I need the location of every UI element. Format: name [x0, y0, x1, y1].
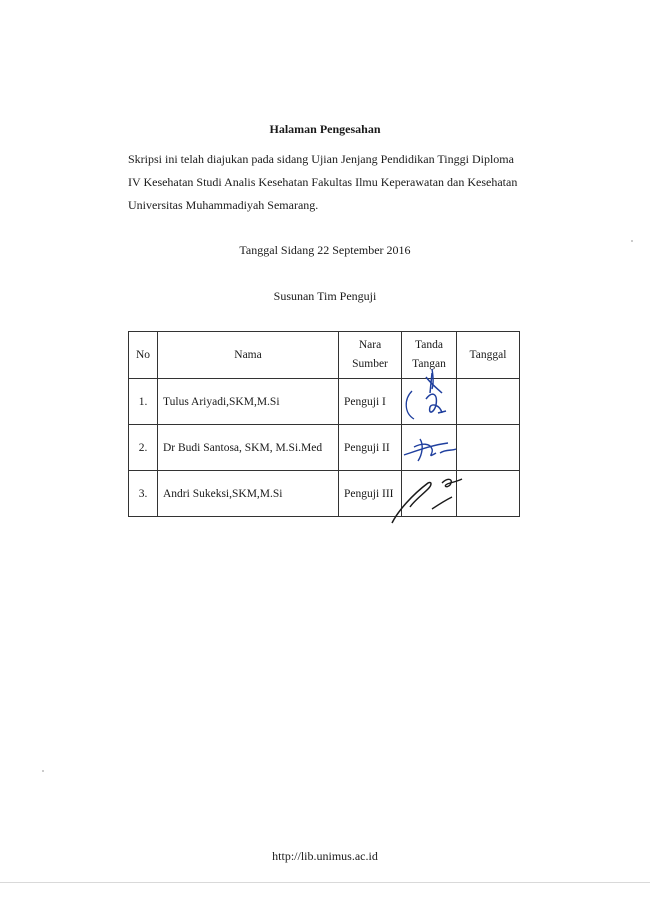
page-title: Halaman Pengesahan: [269, 122, 381, 136]
table-row: [129, 379, 520, 425]
scan-speck: [42, 770, 44, 772]
sidang-date: Tanggal Sidang 22 September 2016: [239, 243, 411, 257]
paragraph-line: IV Kesehatan Studi Analis Kesehatan Fakultas Ilmu Keperawatan dan Kesehatan: [128, 175, 518, 189]
header-tanda-line1: Tanda: [415, 339, 443, 351]
header-nara-sumber: [339, 332, 402, 379]
examiner-table: [128, 331, 520, 517]
row-nama: Andri Sukeksi,SKM,M.Si: [158, 471, 339, 517]
signature-1: [402, 379, 466, 424]
table-row: [129, 471, 520, 517]
row-no: 1.: [129, 379, 158, 425]
scan-edge-line: [0, 882, 650, 883]
header-no: No: [129, 332, 158, 379]
row-no: 2.: [129, 425, 158, 471]
paragraph-line: Universitas Muhammadiyah Semarang.: [128, 198, 319, 212]
row-nara-sumber: Penguji II: [339, 425, 402, 471]
row-nara-sumber: Penguji III: [339, 471, 402, 517]
signature-cell: [402, 425, 457, 471]
signature-cell: [402, 471, 457, 517]
header-tanda-line2: Tangan: [412, 358, 446, 370]
header-nara-line2: Sumber: [352, 358, 388, 370]
row-nama: Dr Budi Santosa, SKM, M.Si.Med: [158, 425, 339, 471]
signature-2: [402, 425, 466, 470]
approval-paragraph: [128, 148, 530, 217]
row-nara-sumber: Penguji I: [339, 379, 402, 425]
header-tanggal: Tanggal: [457, 332, 520, 379]
header-tanda-tangan: [402, 332, 457, 379]
signature-cell: [402, 379, 457, 425]
paragraph-line: Skripsi ini telah diajukan pada sidang Ujian Jenjang Pendidikan Tinggi Diploma: [128, 152, 514, 166]
table-row: [129, 425, 520, 471]
row-no: 3.: [129, 471, 158, 517]
footer-url[interactable]: http://lib.unimus.ac.id: [272, 849, 378, 863]
team-heading: Susunan Tim Penguji: [273, 289, 377, 303]
header-nama: Nama: [158, 332, 339, 379]
header-nara-line1: Nara: [358, 339, 382, 351]
table-header-row: [129, 332, 520, 379]
scan-speck: [631, 240, 633, 242]
row-nama: Tulus Ariyadi,SKM,M.Si: [158, 379, 339, 425]
signature-3: [402, 471, 466, 516]
